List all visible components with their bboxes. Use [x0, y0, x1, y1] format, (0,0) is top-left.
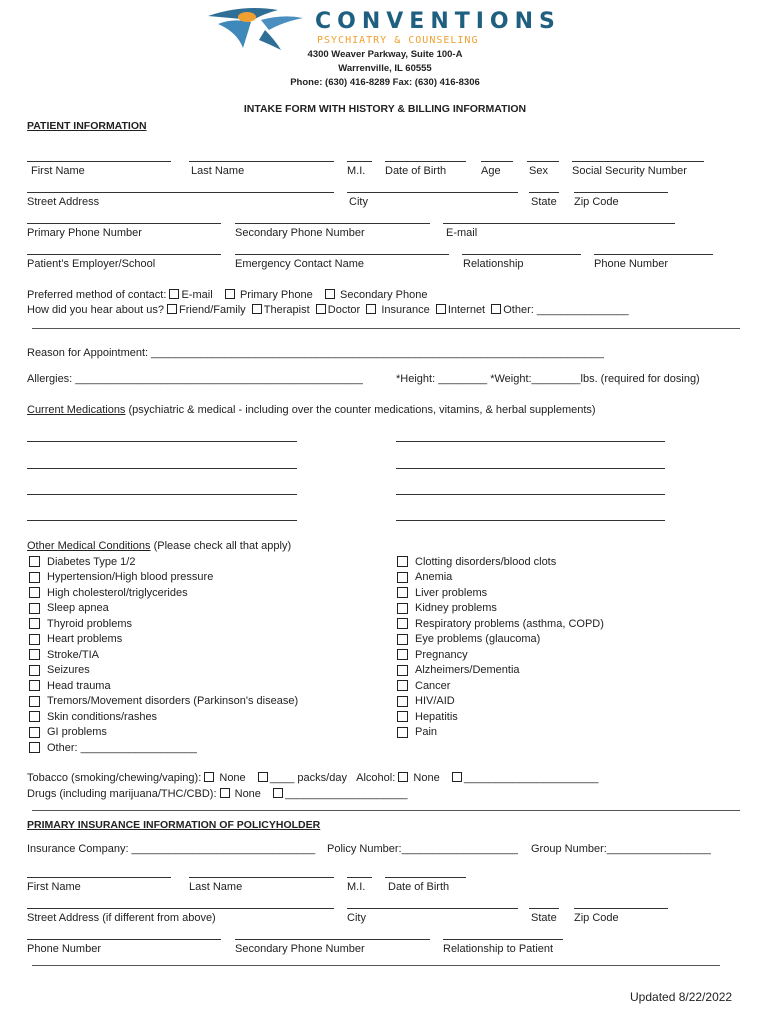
condition-checkbox[interactable]: [397, 727, 408, 738]
condition-label: Diabetes Type 1/2: [47, 555, 136, 568]
other-checkbox[interactable]: [491, 304, 501, 314]
friend-family-checkbox[interactable]: [167, 304, 177, 314]
ins-street-label: Street Address (if different from above): [27, 912, 216, 924]
ins-phone-label: Phone Number: [27, 943, 101, 955]
condition-item[interactable]: [397, 632, 540, 647]
drugs-amount-checkbox[interactable]: [273, 788, 283, 798]
condition-checkbox[interactable]: [29, 603, 40, 614]
ins-state-line[interactable]: [529, 908, 559, 909]
street-label: Street Address: [27, 196, 100, 208]
condition-checkbox[interactable]: [397, 711, 408, 722]
medication-line[interactable]: [27, 494, 297, 495]
allergies-field[interactable]: Allergies: _______________________________________________: [27, 373, 363, 385]
ins-dob-line[interactable]: [385, 877, 466, 878]
ins-last-name-line[interactable]: [189, 877, 334, 878]
condition-item[interactable]: [29, 570, 213, 585]
relationship-line[interactable]: [462, 254, 581, 255]
ins-zip-line[interactable]: [574, 908, 668, 909]
condition-item[interactable]: [29, 632, 122, 647]
condition-label: Seizures: [47, 664, 90, 676]
condition-item[interactable]: [29, 678, 111, 693]
ins-mi-line[interactable]: [347, 877, 372, 878]
employer-line[interactable]: [27, 254, 221, 255]
secondary-phone-line[interactable]: [235, 223, 430, 224]
alcohol-none-option: None: [413, 772, 440, 784]
medication-line[interactable]: [396, 441, 665, 442]
section-divider: [32, 328, 740, 329]
condition-label: Head trauma: [47, 679, 111, 692]
condition-checkbox[interactable]: [397, 649, 408, 660]
doctor-checkbox[interactable]: [316, 304, 326, 314]
condition-checkbox[interactable]: [29, 696, 40, 707]
condition-item[interactable]: [397, 601, 497, 616]
condition-label: Skin conditions/rashes: [47, 710, 158, 723]
condition-label: Other: ___________________: [47, 741, 197, 754]
condition-item[interactable]: [29, 647, 99, 662]
condition-label: Anemia: [415, 571, 453, 583]
doctor-option: Doctor: [327, 304, 361, 316]
insurance-company-field[interactable]: Insurance Company: ______________________________: [27, 843, 316, 855]
ins-relationship-line[interactable]: [443, 939, 563, 940]
medications-title: Current Medications: [27, 404, 126, 416]
city-label: City: [349, 196, 368, 208]
condition-checkbox[interactable]: [397, 603, 408, 614]
condition-item[interactable]: [29, 601, 109, 616]
logo: [203, 4, 573, 48]
ins-city-label: City: [347, 912, 366, 924]
dob-label: Date of Birth: [385, 165, 447, 177]
drugs-none-checkbox[interactable]: [220, 788, 230, 798]
condition-label: Thyroid problems: [47, 617, 132, 630]
condition-label: Pain: [415, 726, 438, 738]
medication-line[interactable]: [27, 468, 297, 469]
last-name-label: Last Name: [191, 165, 245, 177]
condition-checkbox[interactable]: [29, 572, 40, 583]
condition-label: Cancer: [415, 679, 451, 692]
condition-label: Liver problems: [415, 586, 488, 599]
referral-label: How did you hear about us?: [27, 304, 168, 316]
first-name-label: First Name: [31, 165, 85, 177]
medications-heading: [27, 404, 596, 416]
tobacco-alcohol-row: [27, 772, 599, 784]
condition-label: Stroke/TIA: [47, 648, 99, 661]
secondary-phone-option: Secondary Phone: [340, 289, 428, 301]
employer-label: Patient’s Employer/School: [27, 258, 156, 270]
ins-first-name-line[interactable]: [27, 877, 171, 878]
primary-phone-label: Primary Phone Number: [27, 227, 142, 239]
referral-source-row: [27, 304, 629, 316]
street-line[interactable]: [27, 192, 334, 193]
condition-label: Sleep apnea: [47, 602, 109, 614]
medication-line[interactable]: [27, 441, 297, 442]
group-number-field[interactable]: Group Number:_________________: [531, 843, 711, 855]
condition-item[interactable]: [397, 570, 452, 585]
condition-label: HIV/AID: [415, 695, 455, 707]
zip-line[interactable]: [574, 192, 668, 193]
ins-phone-line[interactable]: [27, 939, 221, 940]
alcohol-amount-checkbox[interactable]: [452, 772, 462, 782]
condition-item[interactable]: [29, 663, 90, 678]
height-weight-field[interactable]: *Height: ________ *Weight:________lbs. (required for dosing): [396, 373, 700, 385]
condition-checkbox[interactable]: [29, 665, 40, 676]
secondary-phone-label: Secondary Phone Number: [235, 227, 365, 239]
condition-checkbox[interactable]: [29, 711, 40, 722]
emergency-contact-label: Emergency Contact Name: [235, 258, 364, 270]
age-line[interactable]: [481, 161, 513, 162]
condition-label: High cholesterol/triglycerides: [47, 586, 188, 599]
tobacco-none-checkbox[interactable]: [204, 772, 214, 782]
ins-dob-label: Date of Birth: [388, 881, 450, 893]
condition-item[interactable]: [29, 616, 132, 631]
preferred-contact-label: Preferred method of contact:: [27, 289, 170, 301]
email-checkbox[interactable]: [169, 289, 179, 299]
condition-item[interactable]: [397, 678, 450, 693]
first-name-line[interactable]: [27, 161, 171, 162]
condition-checkbox[interactable]: [29, 634, 40, 645]
condition-checkbox[interactable]: [29, 680, 40, 691]
medications-note: (psychiatric & medical - including over the counter medications, vitamins, & herbal supplements): [125, 404, 596, 416]
condition-label: Alzheimers/Dementia: [415, 664, 520, 676]
drugs-label: Drugs (including marijuana/THC/CBD):: [27, 788, 220, 800]
ins-last-name-label: Last Name: [189, 881, 243, 893]
medication-line[interactable]: [396, 494, 665, 495]
condition-label: Heart problems: [47, 633, 123, 645]
section-divider: [32, 810, 740, 811]
condition-label: GI problems: [47, 726, 107, 738]
ins-relationship-label: Relationship to Patient: [443, 943, 554, 955]
condition-label: Pregnancy: [415, 648, 468, 661]
preferred-contact-row: [27, 289, 427, 301]
dob-line[interactable]: [385, 161, 466, 162]
insurance-title: PRIMARY INSURANCE INFORMATION OF POLICYHOLDER: [27, 819, 321, 831]
last-name-line[interactable]: [189, 161, 334, 162]
alcohol-none-checkbox[interactable]: [398, 772, 408, 782]
condition-item[interactable]: [397, 616, 604, 631]
other-option: Other: _______________: [503, 304, 629, 316]
zip-label: Zip Code: [574, 196, 619, 208]
ins-secondary-phone-label: Secondary Phone Number: [235, 943, 365, 955]
condition-checkbox[interactable]: [397, 680, 408, 691]
ins-first-name-label: First Name: [27, 881, 81, 893]
address-line-1: 4300 Weaver Parkway, Suite 100-A: [307, 49, 463, 60]
section-divider: [32, 965, 720, 966]
secondary-phone-checkbox[interactable]: [325, 289, 335, 299]
condition-checkbox[interactable]: [397, 634, 408, 645]
emergency-contact-line[interactable]: [235, 254, 449, 255]
tobacco-label: Tobacco (smoking/chewing/vaping):: [27, 772, 205, 784]
condition-label: Respiratory problems (asthma, COPD): [415, 617, 604, 630]
condition-label: Tremors/Movement disorders (Parkinson's disease): [47, 695, 299, 707]
condition-item[interactable]: [397, 725, 437, 740]
therapist-option: Therapist: [263, 304, 310, 316]
condition-item[interactable]: [397, 647, 468, 662]
tobacco-packs-checkbox[interactable]: [258, 772, 268, 782]
condition-checkbox[interactable]: [29, 556, 40, 567]
insurance-option: Insurance: [381, 304, 430, 316]
state-label: State: [531, 196, 557, 208]
condition-checkbox[interactable]: [29, 618, 40, 629]
insurance-checkbox[interactable]: [366, 304, 376, 314]
relationship-label: Relationship: [463, 258, 524, 270]
condition-item[interactable]: [397, 554, 556, 569]
condition-checkbox[interactable]: [397, 587, 408, 598]
condition-checkbox[interactable]: [397, 618, 408, 629]
medication-line[interactable]: [396, 468, 665, 469]
condition-checkbox[interactable]: [29, 727, 40, 738]
address-line-2: Warrenville, IL 60555: [338, 63, 432, 74]
medication-line[interactable]: [27, 520, 297, 521]
primary-phone-checkbox[interactable]: [225, 289, 235, 299]
updated-date: Updated 8/22/2022: [630, 990, 733, 1004]
form-title: INTAKE FORM WITH HISTORY & BILLING INFORMATION: [243, 103, 527, 115]
condition-checkbox[interactable]: [397, 556, 408, 567]
phone-number-line[interactable]: [594, 254, 713, 255]
ins-city-line[interactable]: [347, 908, 518, 909]
condition-item[interactable]: [29, 585, 188, 600]
condition-item[interactable]: [397, 694, 455, 709]
condition-item[interactable]: [397, 585, 487, 600]
condition-checkbox[interactable]: [29, 742, 40, 753]
ins-state-label: State: [531, 912, 557, 924]
drugs-amount-field[interactable]: ____________________: [285, 788, 408, 800]
condition-item[interactable]: [397, 709, 458, 724]
friend-family-option: Friend/Family: [179, 304, 246, 316]
email-line[interactable]: [443, 223, 675, 224]
condition-item[interactable]: [397, 663, 520, 678]
medication-line[interactable]: [396, 520, 665, 521]
condition-checkbox[interactable]: [397, 696, 408, 707]
conditions-note: (Please check all that apply): [150, 540, 292, 552]
alcohol-amount-field[interactable]: ______________________: [463, 772, 599, 784]
phone-fax-line: Phone: (630) 416-8289 Fax: (630) 416-8306: [290, 77, 480, 88]
patient-info-title: PATIENT INFORMATION: [27, 120, 147, 132]
email-option: E-mail: [181, 289, 213, 301]
drugs-row: [27, 788, 408, 800]
sex-line[interactable]: [527, 161, 559, 162]
condition-label: Kidney problems: [415, 602, 497, 614]
condition-checkbox[interactable]: [397, 572, 408, 583]
conditions-heading: [27, 540, 291, 552]
ins-zip-label: Zip Code: [574, 912, 619, 924]
therapist-checkbox[interactable]: [252, 304, 262, 314]
mi-label: M.I.: [347, 165, 366, 177]
condition-checkbox[interactable]: [29, 649, 40, 660]
sex-label: Sex: [529, 165, 548, 177]
condition-item[interactable]: [29, 740, 197, 755]
age-label: Age: [481, 165, 501, 177]
star-swoosh-icon: [203, 4, 313, 52]
condition-item[interactable]: [29, 694, 298, 709]
reason-for-appointment[interactable]: Reason for Appointment: __________________________________________________________________________: [27, 347, 604, 359]
tobacco-none-option: None: [219, 772, 246, 784]
ins-mi-label: M.I.: [347, 881, 366, 893]
internet-checkbox[interactable]: [436, 304, 446, 314]
internet-option: Internet: [447, 304, 486, 316]
phone-number-label: Phone Number: [594, 258, 668, 270]
condition-item[interactable]: [29, 554, 135, 569]
brand-tagline: PSYCHIATRY & COUNSELING: [317, 35, 479, 46]
condition-item[interactable]: [29, 725, 107, 740]
city-line[interactable]: [347, 192, 518, 193]
condition-label: Clotting disorders/blood clots: [415, 555, 557, 568]
ssn-line[interactable]: [572, 161, 704, 162]
condition-label: Hypertension/High blood pressure: [47, 571, 214, 583]
state-line[interactable]: [529, 192, 559, 193]
condition-label: Eye problems (glaucoma): [415, 633, 541, 645]
email-label: E-mail: [446, 227, 478, 239]
primary-phone-line[interactable]: [27, 223, 221, 224]
condition-item[interactable]: [29, 709, 157, 724]
condition-checkbox[interactable]: [397, 665, 408, 676]
condition-label: Hepatitis: [415, 710, 458, 723]
ins-street-line[interactable]: [27, 908, 334, 909]
brand-name: CONVENTIONS: [315, 9, 561, 34]
tobacco-packs-field[interactable]: ____ packs/day: [269, 772, 347, 784]
condition-checkbox[interactable]: [29, 587, 40, 598]
policy-number-field[interactable]: Policy Number:___________________: [327, 843, 518, 855]
drugs-none-option: None: [234, 788, 261, 800]
ssn-label: Social Security Number: [572, 165, 687, 177]
mi-line[interactable]: [347, 161, 372, 162]
conditions-title: Other Medical Conditions: [27, 540, 151, 552]
alcohol-label: Alcohol:: [356, 772, 399, 784]
primary-phone-option: Primary Phone: [239, 289, 313, 301]
ins-secondary-phone-line[interactable]: [235, 939, 430, 940]
